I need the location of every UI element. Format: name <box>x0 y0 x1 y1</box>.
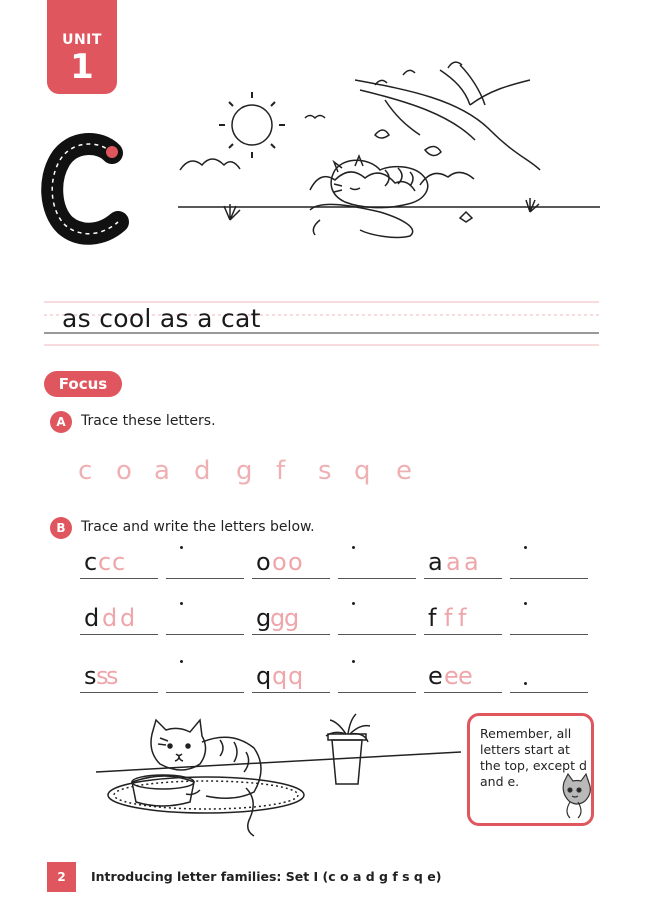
trace-letter: s <box>106 662 119 690</box>
write-cell[interactable] <box>166 542 244 579</box>
trace-letter: e <box>458 662 473 690</box>
trace-letter: f <box>276 456 286 486</box>
trace-letter: d <box>120 604 136 632</box>
write-cell[interactable] <box>338 598 416 635</box>
mascot-icon <box>556 772 592 820</box>
trace-letter: g <box>284 604 300 632</box>
practice-cell-g[interactable] <box>252 598 330 635</box>
trace-letter: a <box>154 456 170 486</box>
trace-letter: o <box>288 548 303 576</box>
trace-letter: s <box>96 662 109 690</box>
trace-letter: d <box>194 456 211 486</box>
remember-callout <box>467 713 594 826</box>
unit-tab <box>47 0 117 94</box>
start-dot <box>352 546 355 549</box>
model-letter: s <box>84 662 97 690</box>
trace-letter: g <box>236 456 253 486</box>
phrase-text: as cool as a cat <box>62 304 261 333</box>
model-letter: d <box>84 604 100 632</box>
start-dot <box>524 546 527 549</box>
start-dot <box>180 546 183 549</box>
trace-letter: s <box>318 456 332 486</box>
cat-tree-illustration <box>170 60 610 260</box>
write-cell[interactable] <box>510 598 588 635</box>
start-dot <box>352 660 355 663</box>
start-dot <box>524 602 527 605</box>
write-cell[interactable] <box>338 656 416 693</box>
remember-text: Remember, all letters start at the top, except d and e. <box>480 726 587 789</box>
model-letter: e <box>428 662 443 690</box>
trace-letter: a <box>464 548 479 576</box>
model-letter: o <box>256 548 271 576</box>
focus-label: Focus <box>44 371 122 397</box>
write-cell[interactable] <box>338 542 416 579</box>
unit-number: 1 <box>70 47 94 87</box>
cat-bowl-plant-illustration <box>96 712 461 842</box>
write-cell[interactable] <box>510 542 588 579</box>
trace-letter: a <box>446 548 461 576</box>
footer-title: Introducing letter families: Set I (c o a d g f s q e) <box>91 869 442 884</box>
model-letter: c <box>84 548 98 576</box>
practice-cell-d[interactable] <box>80 598 158 635</box>
write-cell[interactable] <box>510 656 588 693</box>
trace-letter: f <box>444 604 453 632</box>
trace-letter: o <box>116 456 132 486</box>
trace-letter: e <box>396 456 412 486</box>
model-letter: g <box>256 604 272 632</box>
page-number: 2 <box>47 862 76 892</box>
practice-cell-e[interactable] <box>424 656 502 693</box>
trace-letter: q <box>354 456 371 486</box>
write-cell[interactable] <box>166 656 244 693</box>
trace-letter: c <box>78 456 93 486</box>
practice-cell-f[interactable] <box>424 598 502 635</box>
trace-letter: f <box>458 604 467 632</box>
start-dot <box>352 602 355 605</box>
trace-letter: e <box>444 662 459 690</box>
trace-letter: q <box>288 662 304 690</box>
trace-letter: c <box>112 548 126 576</box>
section-b-badge: B <box>50 517 72 539</box>
practice-cell-a[interactable] <box>424 542 502 579</box>
section-b-instruction: Trace and write the letters below. <box>81 519 315 535</box>
start-dot <box>524 682 527 685</box>
model-letter: f <box>428 604 437 632</box>
section-a-instruction: Trace these letters. <box>81 413 216 429</box>
write-cell[interactable] <box>166 598 244 635</box>
trace-letter: q <box>272 662 288 690</box>
trace-letter: g <box>270 604 286 632</box>
start-dot <box>180 602 183 605</box>
section-a-badge: A <box>50 411 72 433</box>
trace-letter: d <box>102 604 118 632</box>
practice-cell-o[interactable] <box>252 542 330 579</box>
trace-letter: c <box>98 548 112 576</box>
practice-cell-s[interactable] <box>80 656 158 693</box>
practice-cell-c[interactable] <box>80 542 158 579</box>
practice-cell-q[interactable] <box>252 656 330 693</box>
unit-label: UNIT <box>62 32 102 48</box>
hero-letter-c-graphic <box>30 130 140 250</box>
trace-letters-row <box>78 456 438 496</box>
trace-letter: o <box>272 548 287 576</box>
model-letter: a <box>428 548 443 576</box>
start-dot <box>180 660 183 663</box>
model-letter: q <box>256 662 272 690</box>
